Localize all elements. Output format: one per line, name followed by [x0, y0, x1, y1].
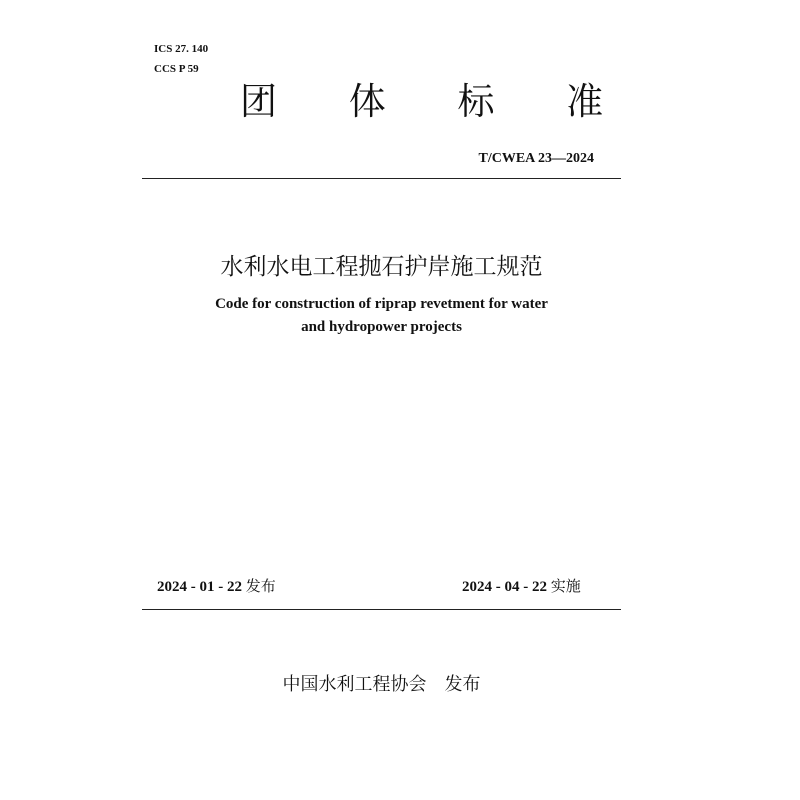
- implementation-label: 实施: [550, 577, 581, 595]
- standard-code: T/CWEA 23—2024: [478, 151, 594, 166]
- ccs-code: CCS P 59: [154, 63, 199, 75]
- issue-label: 发布: [245, 577, 276, 595]
- title-english-line-2: and hydropower projects: [301, 319, 462, 335]
- title-english-line-1: Code for construction of riprap revetment for water: [215, 296, 548, 312]
- bottom-divider: [142, 609, 621, 610]
- issue-date-block: [157, 576, 276, 597]
- issue-date: 2024 - 01 - 22: [157, 579, 242, 595]
- top-divider: [142, 178, 621, 179]
- ics-code: ICS 27. 140: [154, 43, 209, 55]
- standard-type-heading: 团 体 标 准: [240, 80, 634, 123]
- implementation-date-block: [462, 576, 581, 597]
- implementation-date: 2024 - 04 - 22: [462, 579, 547, 595]
- title-english: [0, 293, 763, 339]
- title-chinese: 水利水电工程抛石护岸施工规范: [220, 254, 543, 280]
- issuer: 中国水利工程协会 发布: [282, 674, 481, 695]
